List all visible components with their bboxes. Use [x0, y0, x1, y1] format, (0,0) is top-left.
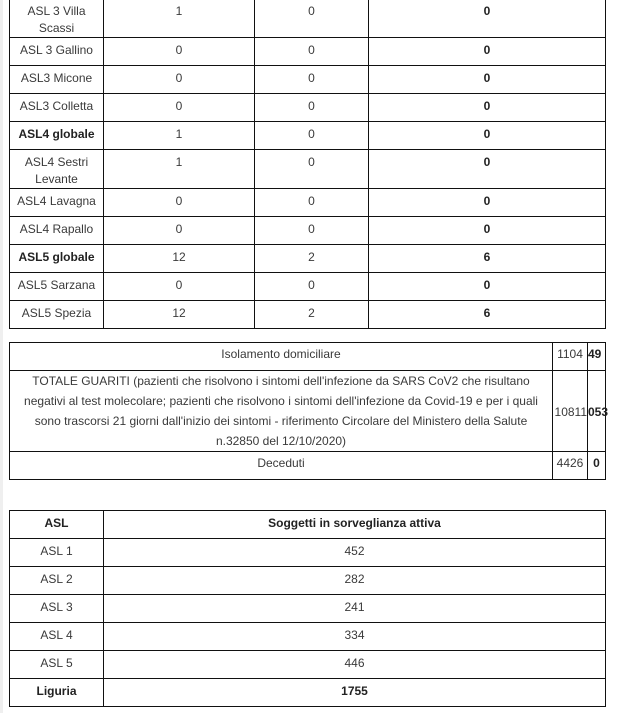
table-row: [10, 539, 606, 567]
row-value: 10811: [553, 371, 588, 452]
row-name: ASL5 Spezia: [10, 301, 104, 329]
col1-value: 0: [104, 38, 255, 66]
col1-value: 1: [104, 122, 255, 150]
row-name: ASL 3 Gallino: [10, 38, 104, 66]
row-label: Deceduti: [10, 452, 553, 480]
col3-value: 0: [369, 150, 606, 189]
col1-value: 0: [104, 217, 255, 245]
table-row: [10, 595, 606, 623]
col3-value: 6: [369, 301, 606, 329]
col3-value: 0: [369, 38, 606, 66]
total-row: [10, 679, 606, 707]
row-asl: ASL 3: [10, 595, 104, 623]
table-row: [10, 66, 606, 94]
table-row: [10, 273, 606, 301]
row-asl: ASL 4: [10, 623, 104, 651]
row-asl: ASL 2: [10, 567, 104, 595]
col1-value: 0: [104, 189, 255, 217]
col1-value: 12: [104, 301, 255, 329]
table-row: [10, 452, 606, 480]
col2-value: 0: [255, 150, 369, 189]
page-left-border: [0, 0, 3, 713]
row-name: ASL3 Micone: [10, 66, 104, 94]
row-name: ASL 3 Villa Scassi: [10, 0, 104, 38]
total-label: Liguria: [10, 679, 104, 707]
col3-value: 0: [369, 94, 606, 122]
row-value: 4426: [553, 452, 588, 480]
header-asl: ASL: [10, 511, 104, 539]
row-label: TOTALE GUARITI (pazienti che risolvono i sintomi dell'infezione da SARS CoV2 che risultano negativi al test molecolare; pazienti che risolvono i sintomi dell'infezione da Covid-19 e per i quali sono trascorsi 21 giorni dall'inizio dei sintomi - riferimento Circolare del Ministero della Salute n.32850 del 12/10/2020): [10, 371, 553, 452]
col3-value: 0: [369, 122, 606, 150]
col3-value: 0: [369, 217, 606, 245]
col2-value: 0: [255, 122, 369, 150]
table-row: [10, 623, 606, 651]
col2-value: 0: [255, 66, 369, 94]
row-name: ASL5 globale: [10, 245, 104, 273]
table-row: [10, 567, 606, 595]
col3-value: 0: [369, 189, 606, 217]
col1-value: 1: [104, 150, 255, 189]
row-name: ASL4 globale: [10, 122, 104, 150]
row-delta: 053: [588, 371, 606, 452]
row-name: ASL4 Lavagna: [10, 189, 104, 217]
table-row: [10, 0, 606, 38]
table-row: [10, 371, 606, 452]
col2-value: 2: [255, 301, 369, 329]
table-row: [10, 343, 606, 371]
row-value: 241: [104, 595, 606, 623]
col2-value: 0: [255, 189, 369, 217]
row-asl: ASL 5: [10, 651, 104, 679]
table-row: [10, 217, 606, 245]
col1-value: 12: [104, 245, 255, 273]
table-row: [10, 245, 606, 273]
col1-value: 1: [104, 0, 255, 38]
col3-value: 0: [369, 273, 606, 301]
row-delta: 49: [588, 343, 606, 371]
col1-value: 0: [104, 66, 255, 94]
row-value: 1104: [553, 343, 588, 371]
col2-value: 0: [255, 94, 369, 122]
row-name: ASL4 Rapallo: [10, 217, 104, 245]
hospitalized-by-asl-table: [9, 0, 606, 329]
col3-value: 0: [369, 66, 606, 94]
row-delta: 0: [588, 452, 606, 480]
table-header-row: [10, 511, 606, 539]
table-row: [10, 94, 606, 122]
table-row: [10, 301, 606, 329]
table-row: [10, 38, 606, 66]
table-row: [10, 189, 606, 217]
col3-value: 6: [369, 245, 606, 273]
surveillance-table: [9, 510, 606, 707]
row-label: Isolamento domiciliare: [10, 343, 553, 371]
total-value: 1755: [104, 679, 606, 707]
col3-value: 0: [369, 0, 606, 38]
row-value: 446: [104, 651, 606, 679]
row-value: 452: [104, 539, 606, 567]
table-row: [10, 122, 606, 150]
col2-value: 0: [255, 273, 369, 301]
row-value: 282: [104, 567, 606, 595]
col1-value: 0: [104, 94, 255, 122]
header-soggetti: Soggetti in sorveglianza attiva: [104, 511, 606, 539]
row-name: ASL5 Sarzana: [10, 273, 104, 301]
row-value: 334: [104, 623, 606, 651]
col2-value: 0: [255, 38, 369, 66]
totals-table: [9, 342, 609, 480]
row-name: ASL4 Sestri Levante: [10, 150, 104, 189]
col1-value: 0: [104, 273, 255, 301]
row-name: ASL3 Colletta: [10, 94, 104, 122]
table-row: [10, 651, 606, 679]
col2-value: 0: [255, 217, 369, 245]
col2-value: 0: [255, 0, 369, 38]
row-asl: ASL 1: [10, 539, 104, 567]
col2-value: 2: [255, 245, 369, 273]
table-row: [10, 150, 606, 189]
